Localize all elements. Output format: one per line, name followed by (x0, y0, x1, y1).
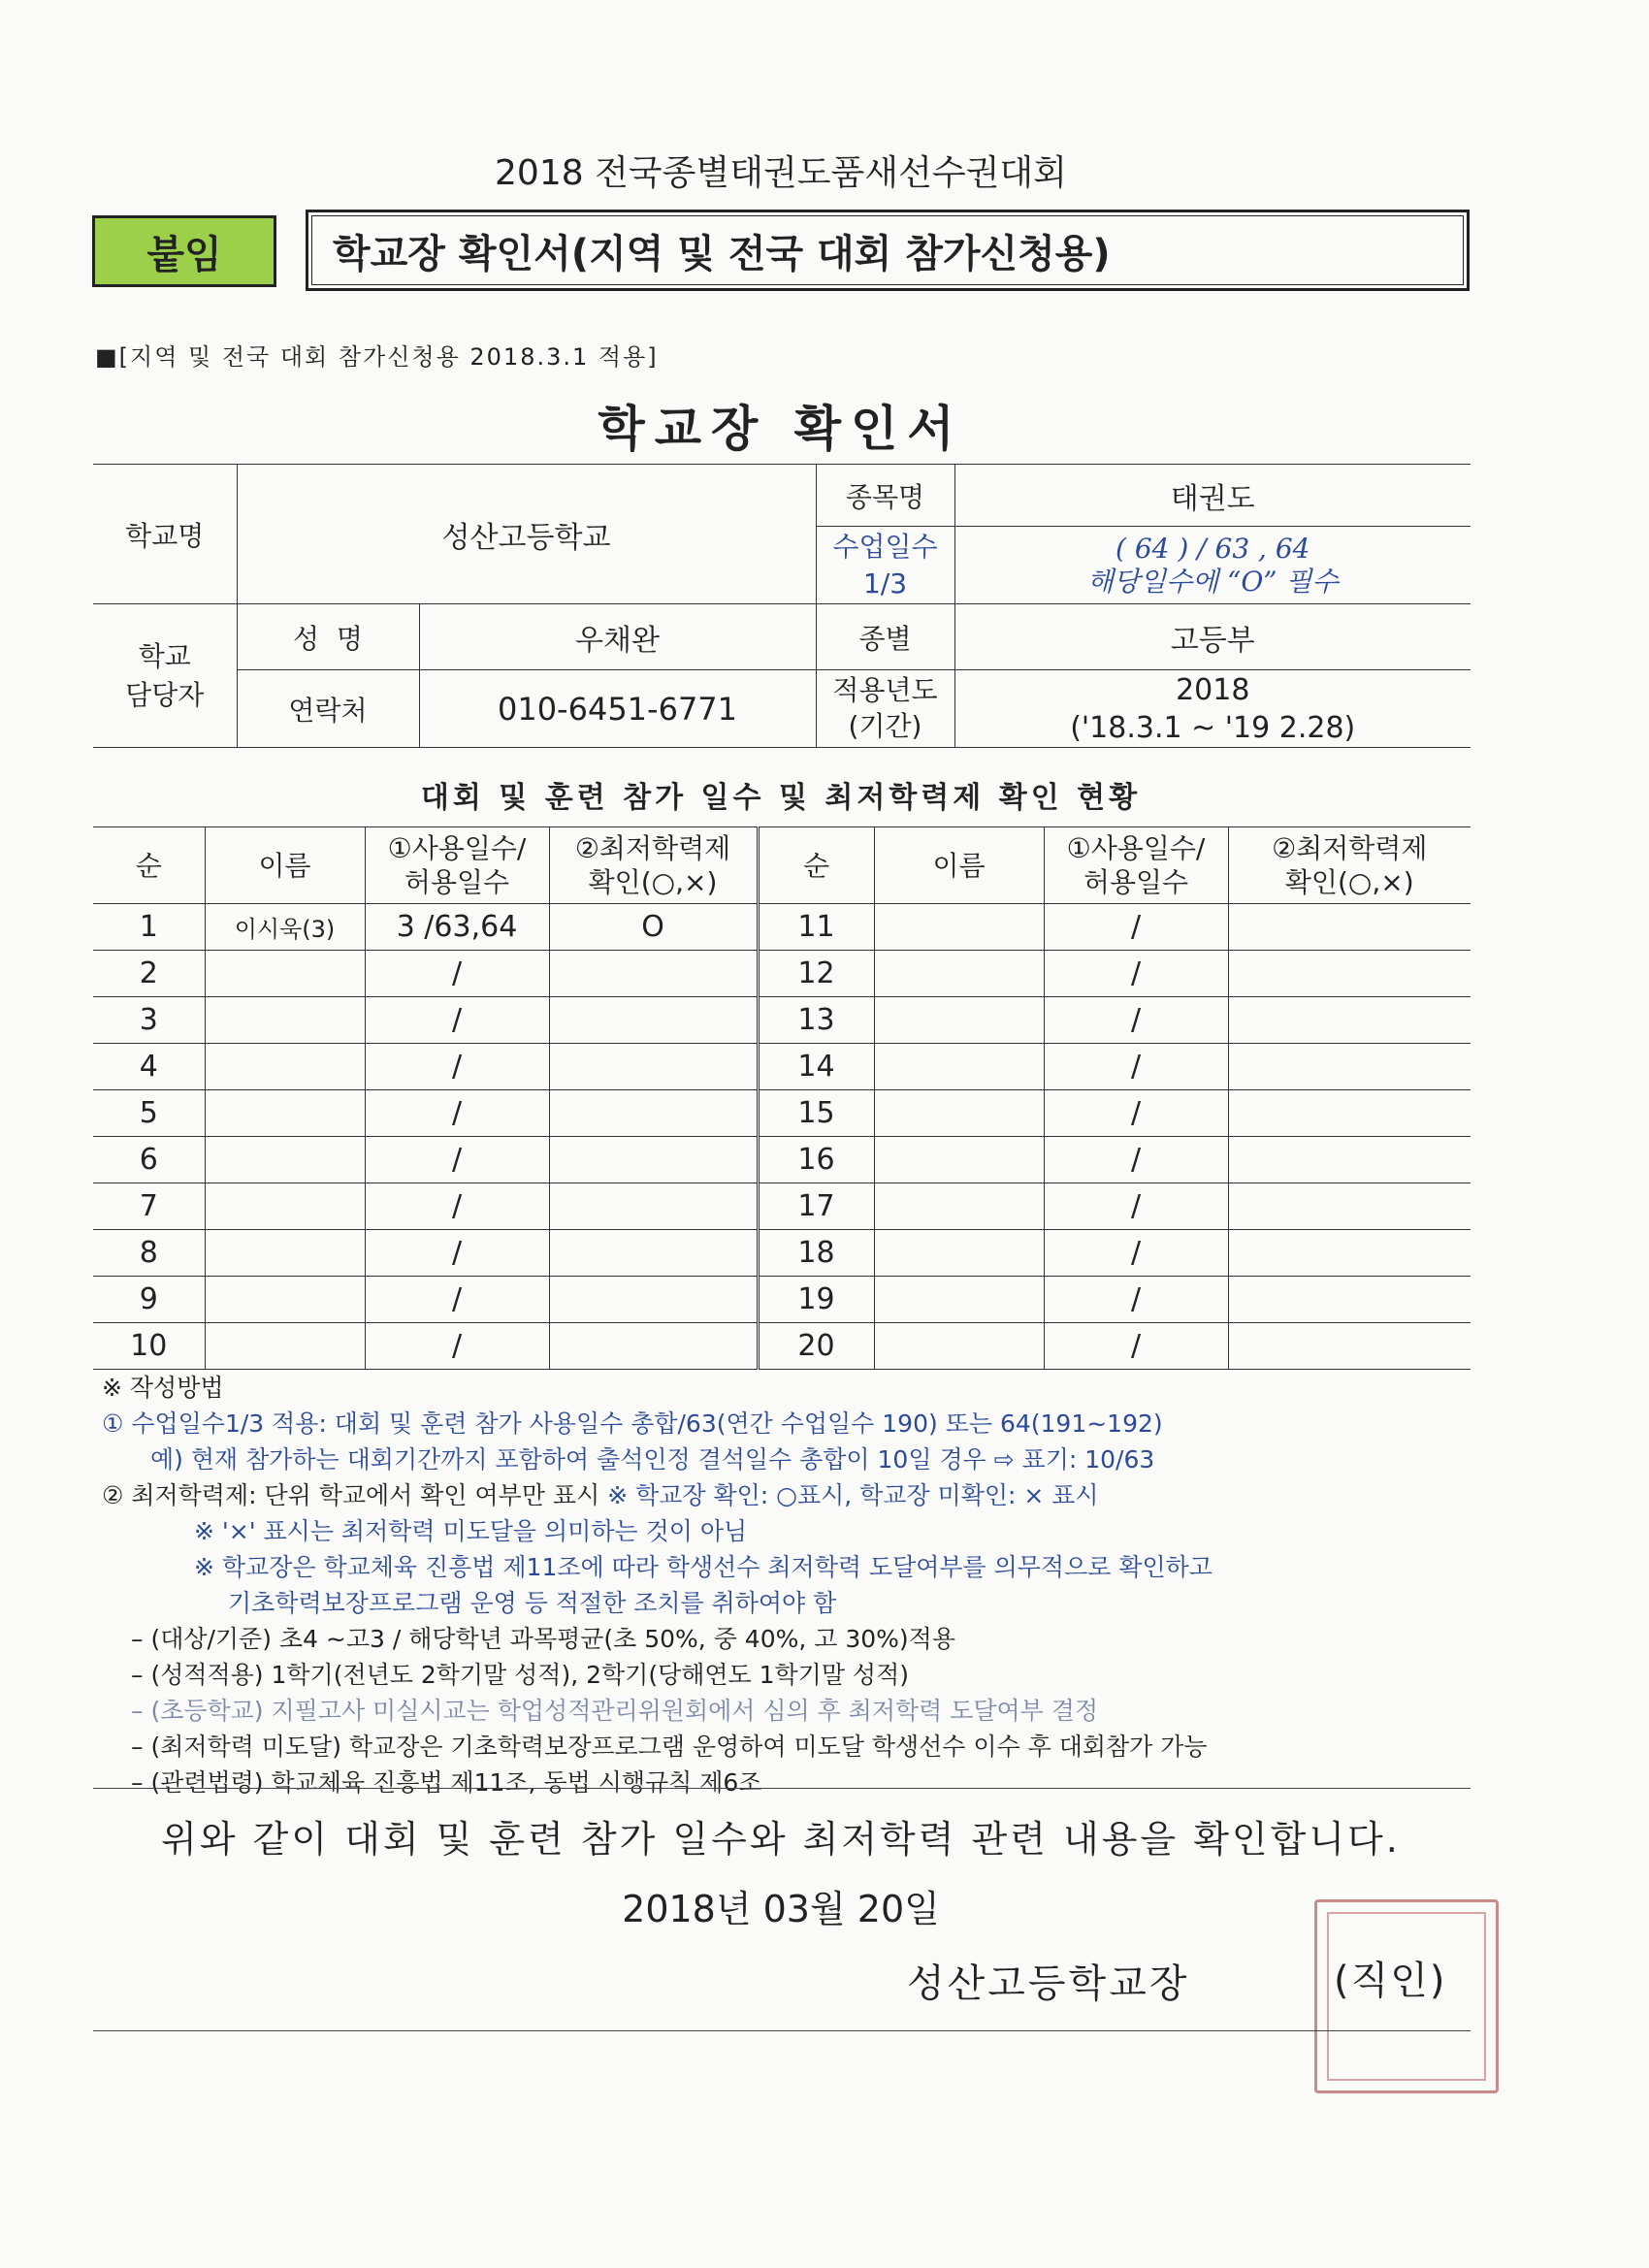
principal-title: 성산고등학교장 (907, 1961, 1190, 2006)
form-header-text: 학교장 확인서(지역 및 전국 대회 참가신청용) (333, 231, 1111, 276)
row-name (205, 1090, 365, 1137)
row-check (549, 1044, 758, 1090)
year-value-line2: ('18.3.1 ~ '19 2.28) (1070, 710, 1356, 745)
row-check (549, 997, 758, 1044)
header-days-line2: 허용일수 (404, 866, 510, 898)
class-days-value-line1: ( 64 ) / 63 , 64 (1116, 532, 1310, 565)
row-name (874, 1323, 1044, 1370)
row-days: / (1044, 1323, 1228, 1370)
header-check-line2: 확인(○,×) (1284, 866, 1414, 898)
header-days-line1: ①사용일수/ (387, 832, 527, 864)
detail-4: – (최저학력 미도달) 학교장은 기초학력보장프로그램 운영하여 미도달 학생선수 이수 후 대회참가 가능 (131, 1733, 1208, 1761)
name-label: 성 명 (237, 604, 419, 670)
year-value-line1: 2018 (1176, 672, 1250, 707)
table-row (93, 1044, 1471, 1090)
row-no: 18 (758, 1230, 874, 1277)
row-days: / (365, 1090, 549, 1137)
year-label-line1: 적용년도 (832, 674, 938, 707)
row-days: / (1044, 997, 1228, 1044)
header-name-left: 이름 (205, 827, 365, 904)
row-no: 4 (93, 1044, 205, 1090)
row-check (549, 1183, 758, 1230)
participation-table (93, 826, 1471, 1370)
row-days: / (365, 1183, 549, 1230)
table-row (93, 1323, 1471, 1370)
row-days: / (365, 1137, 549, 1183)
detail-3: – (초등학교) 지필고사 미실시교는 학업성적관리위원회에서 심의 후 최저학력 도달여부 결정 (131, 1697, 1099, 1725)
row-name (874, 1090, 1044, 1137)
row-days: / (1044, 1044, 1228, 1090)
sport-value: 태권도 (954, 465, 1471, 527)
note-1a: ① 수업일수1/3 적용: 대회 및 훈련 참가 사용일수 총합/63(연간 수업일수 190) 또는 64(191~192) (102, 1409, 1163, 1438)
row-check (1228, 951, 1471, 997)
row-days: / (365, 1323, 549, 1370)
row-name (874, 1230, 1044, 1277)
division-label: 종별 (816, 604, 954, 670)
header-check-line1: ②최저학력제 (1272, 832, 1428, 864)
row-name (205, 1183, 365, 1230)
detail-1: – (대상/기준) 초4 ~고3 / 해당학년 과목평균(초 50%, 중 40%, 고 30%)적용 (131, 1625, 955, 1653)
note-1b: 예) 현재 참가하는 대회기간까지 포함하여 출석인정 결석일수 총합이 10일 경우 ⇨ 표기: 10/63 (150, 1445, 1155, 1474)
header-check-line2: 확인(○,×) (588, 866, 718, 898)
manager-label-line1: 학교 (138, 640, 191, 673)
table-row (93, 951, 1471, 997)
class-days-label-line1: 수업일수 (832, 530, 938, 563)
header-check-right (1228, 827, 1471, 904)
note-2-highlight: ※ 학교장 확인: ○표시, 학교장 미확인: × 표시 (607, 1481, 1099, 1509)
row-days: / (365, 1230, 549, 1277)
header-no-left: 순 (93, 827, 205, 904)
row-no: 11 (758, 904, 874, 951)
row-no: 2 (93, 951, 205, 997)
event-title: 2018 전국종별태권도품새선수권대회 (495, 153, 1067, 193)
divider-bottom (93, 2030, 1471, 2031)
note-2-text: ② 최저학력제: 단위 학교에서 확인 여부만 표시 (102, 1481, 608, 1509)
issue-date: 2018년 03월 20일 (622, 1888, 940, 1930)
row-check (549, 1137, 758, 1183)
year-label (816, 670, 954, 748)
table-row (93, 997, 1471, 1044)
note-3: ※ '×' 표시는 최저학력 미도달을 의미하는 것이 아님 (194, 1517, 748, 1545)
row-check (1228, 1044, 1471, 1090)
row-check (1228, 1090, 1471, 1137)
table-row (93, 1183, 1471, 1230)
class-days-label-line2: 1/3 (862, 567, 908, 599)
detail-5: – (관련법령) 학교체육 진흥법 제11조, 동법 시행규칙 제6조 (131, 1768, 762, 1797)
row-name (205, 1137, 365, 1183)
row-check (1228, 904, 1471, 951)
row-no: 13 (758, 997, 874, 1044)
table-row (93, 1277, 1471, 1323)
row-name (874, 951, 1044, 997)
participation-section-title: 대회 및 훈련 참가 일수 및 최저학력제 확인 현황 (420, 781, 1142, 815)
row-name (205, 1044, 365, 1090)
header-name-right: 이름 (874, 827, 1044, 904)
contact-value: 010-6451-6771 (419, 670, 816, 748)
row-check (1228, 997, 1471, 1044)
row-no: 12 (758, 951, 874, 997)
row-check (549, 1230, 758, 1277)
header-days-right (1044, 827, 1228, 904)
row-name (874, 997, 1044, 1044)
detail-2: – (성적적용) 1학기(전년도 2학기말 성적), 2학기(당해연도 1학기말 성적) (131, 1661, 909, 1689)
row-check (549, 1277, 758, 1323)
table-row (93, 1230, 1471, 1277)
row-check: O (549, 904, 758, 951)
header-check-left (549, 827, 758, 904)
seal-label: (직인) (1334, 1959, 1447, 2003)
row-no: 5 (93, 1090, 205, 1137)
row-check (1228, 1277, 1471, 1323)
school-name: 성산고등학교 (237, 465, 816, 604)
row-days: / (1044, 904, 1228, 951)
row-name (205, 951, 365, 997)
header-days-line2: 허용일수 (1083, 866, 1189, 898)
note-2 (102, 1477, 1479, 1513)
table-row (93, 904, 1471, 951)
row-days: / (1044, 1137, 1228, 1183)
manager-label-line2: 담당자 (125, 678, 205, 711)
row-days: / (1044, 1230, 1228, 1277)
notes-heading: ※ 작성방법 (102, 1374, 224, 1402)
manager-label (93, 604, 237, 748)
table-row (93, 1090, 1471, 1137)
row-no: 8 (93, 1230, 205, 1277)
row-name (205, 1277, 365, 1323)
row-no: 3 (93, 997, 205, 1044)
class-days-value (954, 527, 1471, 604)
row-no: 20 (758, 1323, 874, 1370)
divider (93, 1788, 1471, 1789)
header-no-right: 순 (758, 827, 874, 904)
row-no: 15 (758, 1090, 874, 1137)
row-check (1228, 1183, 1471, 1230)
row-name (205, 997, 365, 1044)
row-name (205, 1230, 365, 1277)
row-no: 6 (93, 1137, 205, 1183)
instructions (102, 1370, 1479, 1800)
header-days-line1: ①사용일수/ (1066, 832, 1206, 864)
row-check (549, 951, 758, 997)
manager-name: 우채완 (419, 604, 816, 670)
row-days: / (1044, 1090, 1228, 1137)
document-title: 학교장 확인서 (598, 401, 964, 457)
row-days: / (365, 1044, 549, 1090)
row-days: / (365, 997, 549, 1044)
row-days: / (365, 951, 549, 997)
row-check (549, 1090, 758, 1137)
year-label-line2: (기간) (848, 709, 922, 742)
row-no: 19 (758, 1277, 874, 1323)
row-days: / (1044, 951, 1228, 997)
row-no: 10 (93, 1323, 205, 1370)
row-check (1228, 1137, 1471, 1183)
row-name (874, 904, 1044, 951)
school-info-table (93, 464, 1471, 748)
school-label: 학교명 (93, 465, 237, 604)
row-no: 16 (758, 1137, 874, 1183)
row-no: 7 (93, 1183, 205, 1230)
header-check-line1: ②최저학력제 (574, 832, 731, 864)
year-value (954, 670, 1471, 748)
class-days-label (816, 527, 954, 604)
header-days-left (365, 827, 549, 904)
row-name (205, 1323, 365, 1370)
class-days-value-line2: 해당일수에 “O” 필수 (1086, 565, 1339, 598)
note-4b: 기초학력보장프로그램 운영 등 적절한 조치를 취하여야 함 (228, 1589, 837, 1617)
row-no: 17 (758, 1183, 874, 1230)
form-header (306, 210, 1470, 291)
row-no: 9 (93, 1277, 205, 1323)
contact-label: 연락처 (237, 670, 419, 748)
note-4a: ※ 학교장은 학교체육 진흥법 제11조에 따라 학생선수 최저학력 도달여부를 의무적으로 확인하고 (194, 1553, 1212, 1581)
row-name (874, 1277, 1044, 1323)
form-note: ■[지역 및 전국 대회 참가신청용 2018.3.1 적용] (95, 343, 659, 371)
table-row (93, 1137, 1471, 1183)
row-days: / (1044, 1277, 1228, 1323)
row-name (874, 1044, 1044, 1090)
row-name (874, 1183, 1044, 1230)
row-days: 3 /63,64 (365, 904, 549, 951)
row-check (1228, 1323, 1471, 1370)
attachment-badge: 붙임 (92, 215, 276, 287)
sport-label: 종목명 (816, 465, 954, 527)
row-check (549, 1323, 758, 1370)
row-name (874, 1137, 1044, 1183)
row-days: / (365, 1277, 549, 1323)
row-name: 이시욱(3) (205, 904, 365, 951)
row-no: 1 (93, 904, 205, 951)
row-days: / (1044, 1183, 1228, 1230)
confirmation-statement: 위와 같이 대회 및 훈련 참가 일수와 최저학력 관련 내용을 확인합니다. (161, 1818, 1401, 1861)
division-value: 고등부 (954, 604, 1471, 670)
row-check (1228, 1230, 1471, 1277)
row-no: 14 (758, 1044, 874, 1090)
